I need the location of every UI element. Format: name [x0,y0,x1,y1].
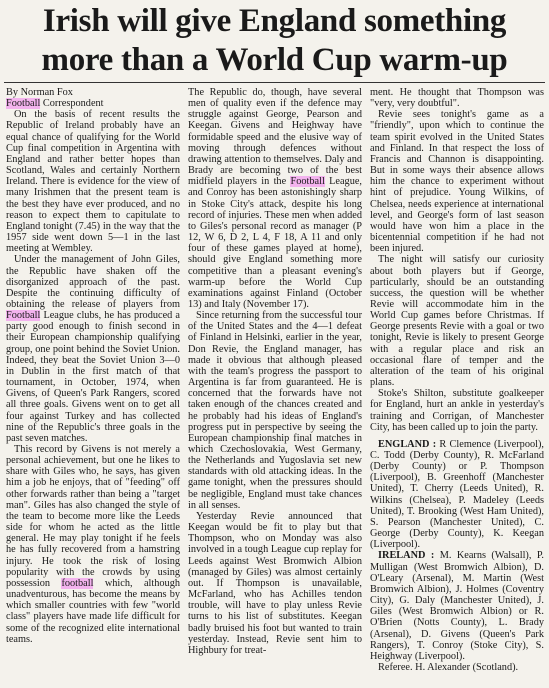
byline-role [6,98,180,109]
headline [4,2,545,80]
byline-role-text: Correspondent [40,98,104,110]
paragraph-text: League, and Conroy has been astonishingly sharp in Stoke City's attack, despite his long record of injuries. These men when added to Giles's personal record as manager (P 12, W 6, D 2, L 4, F 18, A 11 and only four of these games played at home), should give England something more competitive than a pleasant evening's warm-up before the World Cup examinations against Finland (October 13) and Italy (November 17). [188,176,362,310]
highlight-football: Football [290,176,325,188]
highlight-football: Football [6,310,41,322]
england-players: R Clemence (Liverpool), C. Todd (Derby County), R. McFarland (Derby County) or P. Thompson (Liverpool), B. Greenhoff (Manchester United), T. Cherry (Leeds United), R. Wilkins (Chelsea), P. Madeley (Leeds United), T. Brooking (West Ham United), S. Pearson (Manchester United), C. George (Derby County), K. Keegan (Liverpool). [370,438,544,551]
paragraph [6,444,180,645]
ireland-lineup [370,550,544,662]
paragraph [188,87,362,310]
ireland-players: M. Kearns (Walsall), P. Mulligan (West Bromwich Albion), D. O'Leary (Arsenal), M. Martin (West Bromwich Albion), J. Holmes (Coventry City), G. Daly (Manchester United), J. Giles (West Bromwich Albion) or R. O'Brien (Notts County), L. Brady (Arsenal), D. Givens (Queen's Park Rangers), T. Conroy (Stoke City), S. Heighway (Liverpool). [370,550,544,662]
highlight-football: Football [6,98,41,110]
highlight-football: football [61,577,94,589]
paragraph-text: Under the management of John Giles, the Republic have shaken off the disorganized approach of the past. Despite the continuing difficulty of obtaining the release of players from [6,254,180,310]
paragraph-text: This record by Givens is not merely a personal achievement, but one he likes to share with Giles who, he says, has given him a job he enjoys, that of "feeding" off other forwards rather than being a "target man". Giles has also changed the style of the team to become more like the Leeds side for whom he acted as the little general. He may play tonight if he feels he has fully recovered from a hamstring injury. He took the risk of losing popularity with the crowds by using possession [6,444,180,589]
headline-line-2: more than a World Cup warm-up [41,42,508,78]
england-lineup [370,439,544,551]
headline-line-1: Irish will give England something [42,3,507,39]
paragraph-text: The Republic do, though, have several men of quality even if the defence may struggle against George, Pearson and Keegan. Givens and Heighway have formidable speed and the elusive way of moving through defences without drawing attention to themselves. Daly and Brady are becoming two of the best midfield players in the [188,87,362,188]
article-column-3 [370,87,544,673]
paragraph-text: League clubs, he has produced a party good enough to finish second in their European championship qualifying group, one point behind the Soviet Union. Indeed, they beat the Soviet Union 3—0 in Dublin in the first match of that tournament, in October, 1974, when Givens, of Queen's Park Rangers, scored all three goals. Givens went on to get all four against Turkey and has collected nine of the Republic's three goals in the past seven matches. [6,310,180,444]
paragraph: The night will satisfy our curiosity about both players but if George, particularly, should be an outstanding success, the question will be whether Revie will accommodate him in the World Cup games before Christmas. If George presents Revie with a goal or two tonight, Revie is likely to present George with a regular place and risk an occasional flare of temper and the alteration of the team of his original plans. [370,254,544,389]
paragraph: Yesterday Revie announced that Keegan would be fit to play but that Thompson, who on Monday was also involved in a tough League cup replay for Leeds against West Bromwich Albion (managed by Giles) was almost certainly out. If Thompson is unavailable, McFarland, who has Achilles tendon trouble, will have to play unless Revie turns to his list of substitutes. Keegan badly bruised his foot but wanted to train yesterday. Instead, Revie sent him to Highbury for treat- [188,510,362,656]
paragraph: Revie sees tonight's game as a "friendly", upon which to continue the team spirit evolved in the United States and Finland. In that respect the loss of Francis and Channon is disappointing. But in some ways their absence allows him the chance to experiment without hint of prejudice. Young Wilkins, of Chelsea, needs experience at international level, and George's form of last season would have won him a place in the bicentennial competition if he had not been injured. [370,109,544,255]
referee-line: Referee. H. Alexander (Scotland). [378,661,519,673]
england-label: ENGLAND : [378,438,437,450]
paragraph: Stoke's Shilton, substitute goalkeeper for England, hurt an ankle in yesterday's training and Corrigan, of Manchester City, has been called up to join the party. [370,388,544,433]
paragraph: ment. He thought that Thompson was "very, very doubtful". [370,87,544,110]
paragraph [6,254,180,444]
headline-rule [4,82,545,83]
byline-author: By Norman Fox [6,87,73,98]
paragraph: Since returning from the successful tour of the United States and the 4—1 defeat of Finland in Helsinki, earlier in the year, Don Revie, the England manager, has made it obvious that although pleased with the team's progress the passport to Argentina is far from guaranteed. He is concerned that the forwards have not taken enough of the chances created and he probably had his ideas of England's progress put in perspective by seeing the European championship final matches in which Czechoslovakia, West Germany, the Netherlands and Yugoslavia set new standards with old attacking ideas. In the game tonight, when the pressures should be negligible, England must take chances in all senses. [188,310,362,511]
ireland-label: IRELAND : [378,550,435,562]
article-column-2 [188,87,362,656]
article-column-1 [6,87,180,645]
paragraph: On the basis of recent results the Republic of Ireland probably have an equal chance of qualifying for the World Cup final competition in Argentina with England and rather better hopes than Scotland, Wales and certainly Northern Ireland. There is evidence for the view of many Irishmen that the present team is the best they have ever produced, and no reason to expect them to capitulate to England tonight (7.45) in the way that the 1957 side went down 5—1 in the last meeting at Wembley. [6,109,180,255]
paragraph-text: which, although unadventurous, has become the means by which smaller countries with few "world class" players have made life difficult for some of the recognized elite international teams. [6,577,180,645]
